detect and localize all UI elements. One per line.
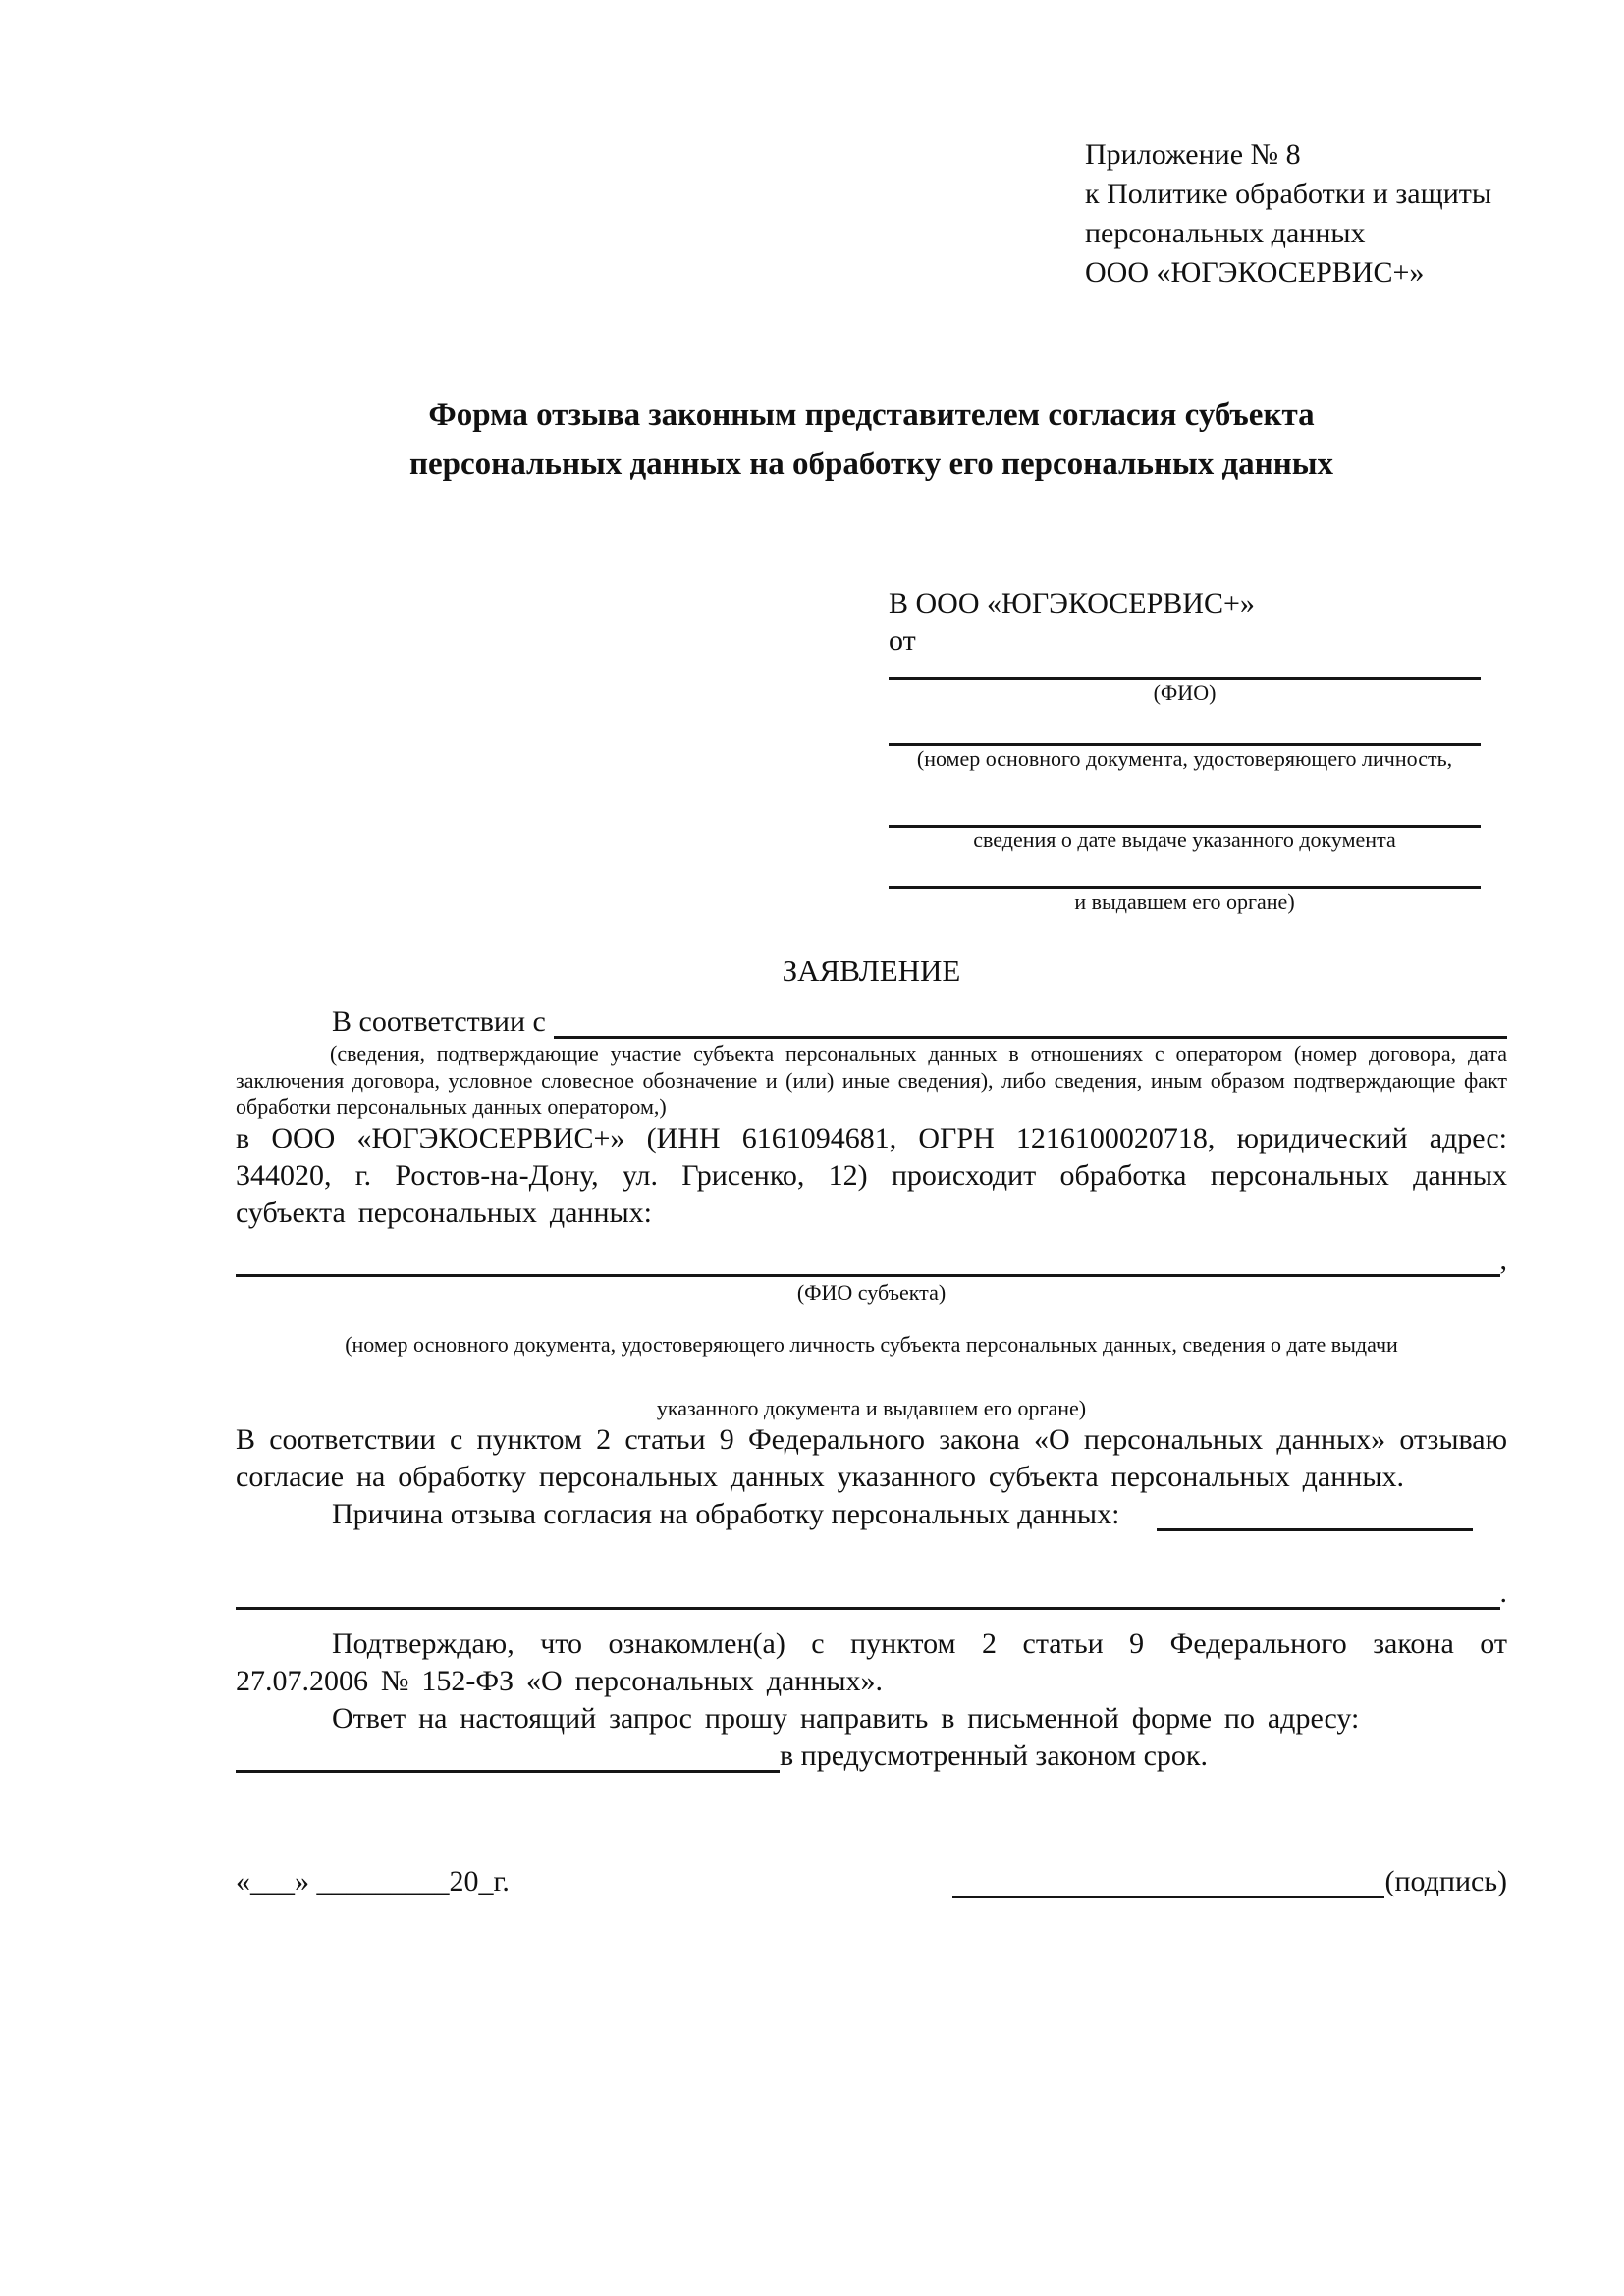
from-label: от	[889, 624, 916, 657]
appendix-note	[1085, 135, 1491, 293]
addressee-block	[889, 585, 1481, 915]
signature-caption: (подпись)	[1384, 1865, 1507, 1897]
reply-suffix: в предусмотренный законом срок.	[780, 1739, 1208, 1772]
signature-blank-line	[952, 1863, 1384, 1898]
subject-line-comma: ,	[1499, 1244, 1507, 1276]
reason-blank-line	[1157, 1496, 1473, 1531]
issuing-authority-blank-line	[889, 869, 1481, 889]
appendix-note-line: Приложение № 8	[1085, 138, 1301, 171]
reason-line-period: .	[1499, 1576, 1507, 1609]
form-title-line-1: Форма отзыва законным представителем согласия субъекта	[428, 398, 1315, 433]
reason-continuation-row	[236, 1575, 1507, 1612]
subject-name-caption: (ФИО субъекта)	[796, 1280, 947, 1305]
issuing-authority-caption: и выдавшем его органе)	[1074, 889, 1295, 914]
reply-address-row	[236, 1737, 1507, 1775]
basis-prefix: В соответствии с	[332, 1005, 546, 1038]
appendix-note-line: ООО «ЮГЭКОСЕРВИС+»	[1085, 256, 1425, 289]
reply-request-line: Ответ на настоящий запрос прошу направить в письменной форме по адресу:	[332, 1702, 1360, 1735]
doc-number-caption: (номер основного документа, удостоверяющего личность,	[916, 746, 1453, 771]
footer-row	[236, 1863, 1507, 1900]
appendix-note-line: персональных данных	[1085, 217, 1366, 249]
reason-continuation-blank-line	[236, 1575, 1500, 1610]
appendix-note-line: к Политике обработки и защиты	[1085, 178, 1492, 210]
reason-label: Причина отзыва согласия на обработку персональных данных:	[332, 1498, 1120, 1530]
subject-doc-caption-1: (номер основного документа, удостоверяющего личность субъекта персональных данных, сведения о дате выдачи	[345, 1332, 1398, 1357]
date-blank-line: «___» _________20_г.	[236, 1865, 510, 1897]
reason-row	[236, 1496, 1507, 1533]
acknowledgement-paragraph: Подтверждаю, что ознакомлен(а) с пунктом 2 статьи 9 Федерального закона от 27.07.2006 № 152-ФЗ «О персональных данных».	[236, 1628, 1507, 1697]
signature-group	[952, 1863, 1507, 1900]
issue-date-blank-line	[889, 807, 1481, 828]
withdrawal-paragraph: В соответствии с пунктом 2 статьи 9 Федерального закона «О персональных данных» отзываю согласие на обработку персональных данных указанного субъекта персональных данных.	[236, 1423, 1507, 1493]
fio-blank-line	[889, 660, 1481, 680]
operator-paragraph: в ООО «ЮГЭКОСЕРВИС+» (ИНН 6161094681, ОГРН 1216100020718, юридический адрес: 344020, г. Ростов-на-Дону, ул. Грисенко, 12) происходит обработка персональных данных субъекта персональных данных:	[236, 1122, 1507, 1229]
statement-heading: ЗАЯВЛЕНИЕ	[782, 953, 961, 988]
subject-name-row	[236, 1242, 1507, 1279]
basis-note: (сведения, подтверждающие участие субъекта персональных данных в отношениях с оператором (номер договора, дата заключения договора, условное словесное обозначение и (или) иные сведения), либо сведения, иным образом подтверждающие факт обработки персональных данных оператором,)	[236, 1041, 1507, 1119]
reply-address-blank-line	[236, 1737, 780, 1773]
fio-caption: (ФИО)	[1153, 680, 1217, 705]
subject-doc-caption-2: указанного документа и выдавшем его органе)	[656, 1396, 1087, 1420]
form-title	[236, 391, 1507, 489]
doc-number-blank-line	[889, 725, 1481, 746]
recipient-line: В ООО «ЮГЭКОСЕРВИС+»	[889, 587, 1255, 619]
form-title-line-2: персональных данных на обработку его персональных данных	[409, 447, 1333, 482]
basis-row	[236, 1003, 1507, 1041]
basis-blank-line	[554, 1003, 1507, 1039]
statement-body	[236, 1003, 1507, 1775]
subject-name-blank-line	[236, 1242, 1500, 1277]
issue-date-caption: сведения о дате выдаче указанного документа	[973, 828, 1396, 852]
